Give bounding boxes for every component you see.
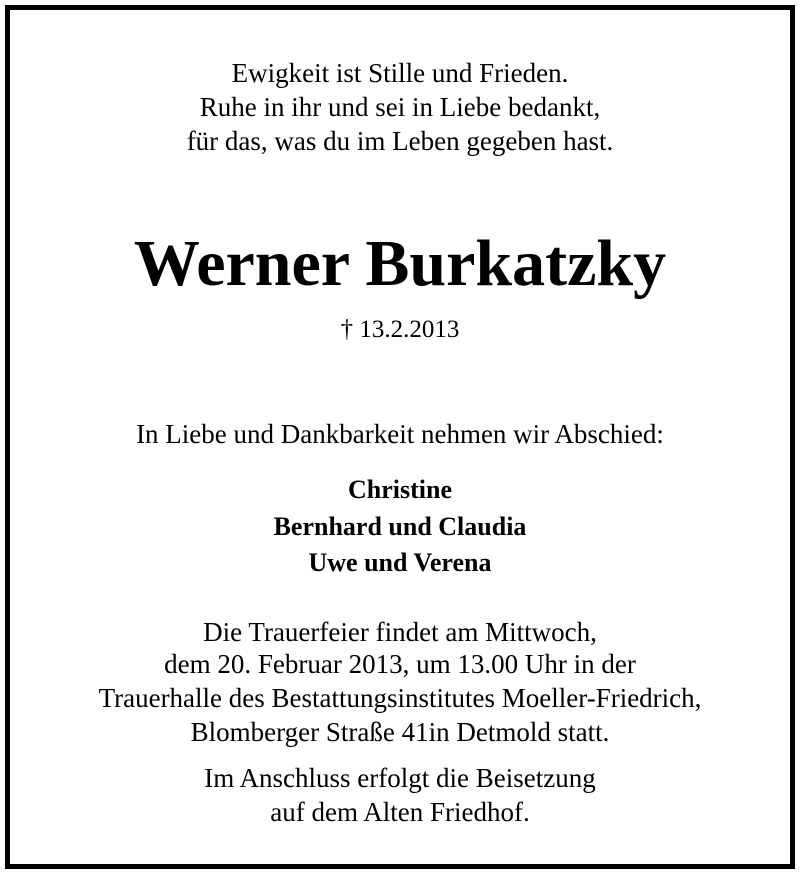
mourner-1: Christine xyxy=(348,475,452,504)
poem-line-2: Ruhe in ihr und sei in Liebe bedankt, xyxy=(199,92,601,122)
mourner-3: Uwe und Verena xyxy=(308,548,492,577)
deceased-name: Werner Burkatzky xyxy=(133,227,667,300)
mourner-2: Bernhard und Claudia xyxy=(273,512,527,541)
ceremony-line-4: Blomberger Straße 41in Detmold statt. xyxy=(190,717,610,747)
burial-line-2: auf dem Alten Friedhof. xyxy=(270,797,530,827)
ceremony-line-1: Die Trauerfeier findet am Mittwoch, xyxy=(203,617,597,647)
farewell-intro: In Liebe und Dankbarkeit nehmen wir Abschied: xyxy=(136,419,664,449)
poem-line-3: für das, was du im Leben gegeben hast. xyxy=(186,126,614,156)
burial-line-1: Im Anschluss erfolgt die Beisetzung xyxy=(204,763,596,793)
ceremony-line-2: dem 20. Februar 2013, um 13.00 Uhr in der xyxy=(164,649,636,679)
death-date: † 13.2.2013 xyxy=(340,316,460,343)
poem-line-1: Ewigkeit ist Stille und Frieden. xyxy=(231,58,569,88)
ceremony-line-3: Trauerhalle des Bestattungsinstitutes Moeller-Friedrich, xyxy=(98,683,702,713)
